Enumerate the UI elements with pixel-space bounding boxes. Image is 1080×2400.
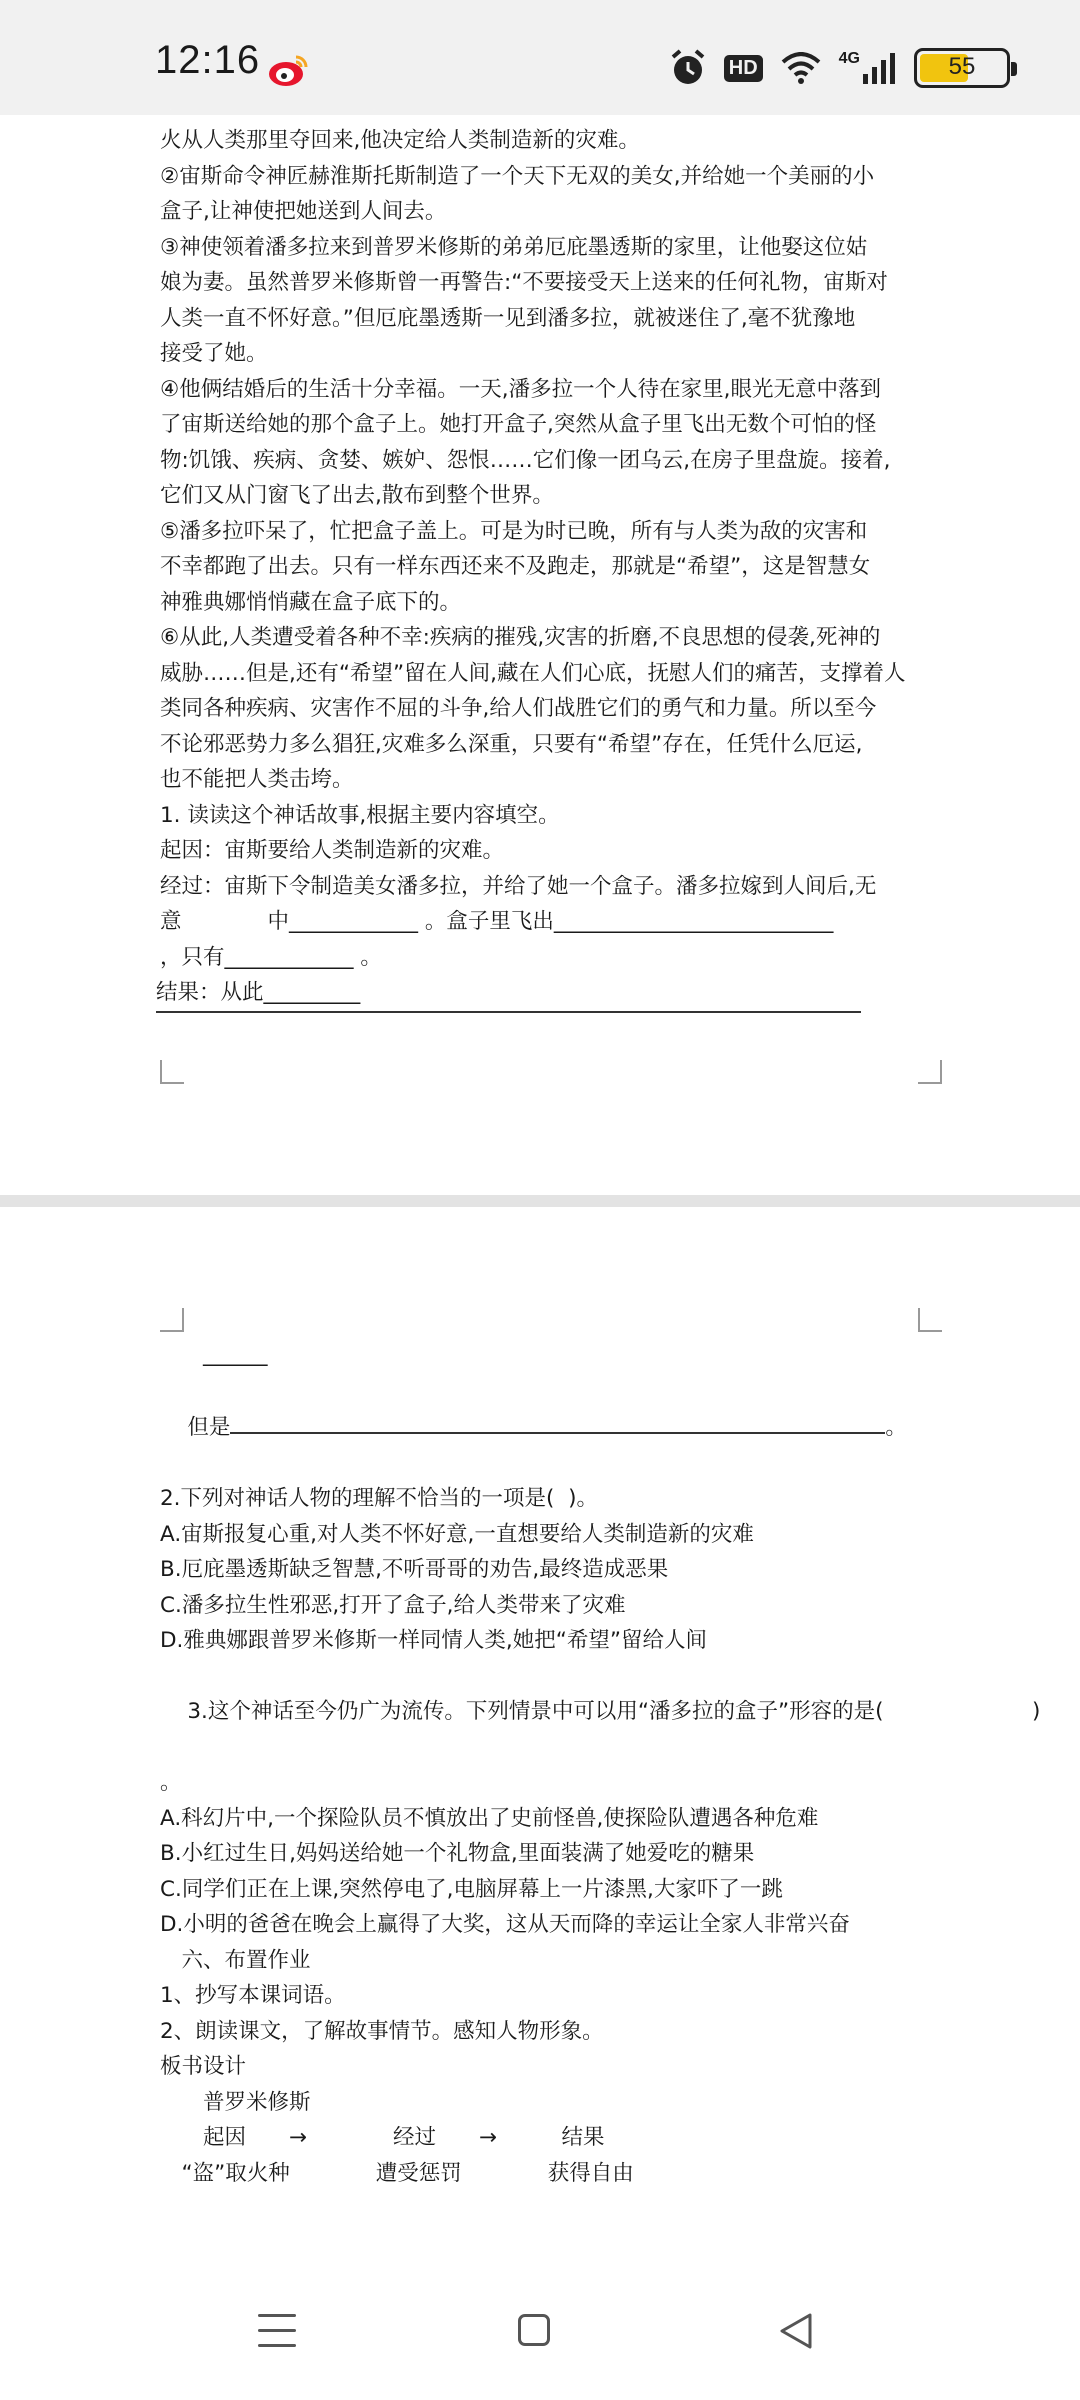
page-corner-mark (160, 1060, 184, 1084)
text-line: 了宙斯送给她的那个盒子上。她打开盒子,突然从盒子里飞出无数个可怕的怪 (160, 412, 877, 437)
section-heading: 板书设计 (160, 2054, 247, 2079)
text-line: 神雅典娜悄悄藏在盒子底下的。 (160, 589, 462, 615)
section-heading: 六、布置作业 (160, 1947, 311, 1973)
battery-level: 55 (948, 53, 976, 80)
text-line: 人类一直不怀好意。”但厄庇墨透斯一见到潘多拉，就被迷住了,毫不犹豫地 (160, 305, 856, 331)
question-3 (160, 1659, 1041, 1766)
board-title: 普罗米修斯 (160, 2089, 311, 2115)
option-c: C.同学们正在上课,突然停电了,电脑屏幕上一片漆黑,大家吓了一跳 (160, 1876, 783, 1902)
text-line: 盒子,让神使把她送到人间去。 (160, 199, 447, 224)
closing-paren: ) (1032, 1699, 1041, 1724)
text-line: ④他俩结婚后的生活十分幸福。一天,潘多拉一个人待在家里,眼光无意中落到 (160, 376, 881, 402)
option-a: A.科幻片中,一个探险队员不慎放出了史前怪兽,使探险队遭遇各种危难 (160, 1805, 819, 1831)
page-corner-mark (160, 1308, 184, 1332)
text-line: 物:饥饿、疾病、贪婪、嫉妒、怨恨……它们像一团乌云,在房子里盘旋。接着, (160, 447, 891, 473)
navigation-bar (0, 2290, 1080, 2380)
text-line: 经过：宙斯下令制造美女潘多拉，并给了她一个盒子。潘多拉嫁到人间后,无 (160, 873, 877, 899)
document-page-2 (160, 1337, 1041, 2191)
option-d: D.雅典娜跟普罗米修斯一样同情人类,她把“希望”留给人间 (160, 1628, 708, 1653)
text-line: ③神使领着潘多拉来到普罗米修斯的弟弟厄庇墨透斯的家里，让他娶这位姑 (160, 234, 868, 260)
wifi-icon (781, 52, 821, 84)
text-segment: 。 (885, 1415, 907, 1440)
text-segment: 3.这个神话至今仍广为流传。下列情景中可以用“潘多拉的盒子”形容的是( (187, 1699, 884, 1724)
fill-blank-line: 结果：从此_________ (156, 975, 861, 1013)
question-2: 2.下列对神话人物的理解不恰当的一项是( )。 (160, 1486, 598, 1511)
text-line: 不论邪恶势力多么猖狂,灾难多么深重，只要有“希望”存在，任凭什么厄运, (160, 731, 863, 757)
signal-type: 4G (838, 50, 860, 67)
text-line: ②宙斯命令神匠赫淮斯托斯制造了一个天下无双的美女,并给她一个美丽的小 (160, 163, 875, 189)
text-line: 它们又从门窗飞了出去,散布到整个世界。 (160, 483, 554, 508)
text-line: ⑤潘多拉吓呆了，忙把盒子盖上。可是为时已晚，所有与人类为敌的灾害和 (160, 518, 868, 544)
text-line: 不幸都跑了出去。只有一样东西还来不及跑走，那就是“希望”，这是智慧女 (160, 554, 871, 579)
text-line: 也不能把人类击垮。 (160, 767, 354, 792)
status-time: 12:16 (155, 38, 261, 82)
fill-blank-line: ，只有____________ 。 (160, 944, 382, 970)
blank-underline (230, 1408, 885, 1434)
page-separator (0, 1195, 1080, 1207)
text-line: 威胁……但是,还有“希望”留在人间,藏在人们心底，抚慰人们的痛苦，支撑着人 (160, 660, 906, 686)
fill-blank-line (160, 1373, 920, 1482)
text-segment: 但是 (187, 1415, 231, 1440)
fill-blank-line: 意 中____________ 。盒子里飞出__________________________ (160, 909, 834, 934)
text-line: 娘为妻。虽然普罗米修斯曾一再警告:“不要接受天上送来的任何礼物，宙斯对 (160, 270, 888, 295)
question-1: 1. 读读这个神话故事,根据主要内容填空。 (160, 802, 560, 828)
home-icon[interactable] (518, 2314, 550, 2346)
text-line: 类同各种疾病、灾害作不屈的斗争,给人们战胜它们的勇气和力量。所以至今 (160, 696, 877, 721)
alarm-icon (670, 49, 706, 87)
menu-icon[interactable] (258, 2314, 296, 2348)
page-corner-mark (918, 1308, 942, 1332)
weibo-icon (268, 54, 308, 88)
option-b: B.厄庇墨透斯缺乏智慧,不听哥哥的劝告,最终造成恶果 (160, 1557, 669, 1582)
text-line: ⑥从此,人类遭受着各种不幸:疾病的摧残,灾害的折磨,不良思想的侵袭,死神的 (160, 625, 881, 650)
option-d: D.小明的爸爸在晚会上赢得了大奖，这从天而降的幸运让全家人非常兴奋 (160, 1912, 850, 1937)
page-corner-mark (918, 1060, 942, 1084)
homework-item: 2、朗读课文，了解故事情节。感知人物形象。 (160, 2018, 604, 2044)
text-line: 。 (160, 1770, 182, 1795)
fill-blank-line: ______ (160, 1342, 268, 1367)
text-line: 接受了她。 (160, 341, 268, 366)
document-page-1 (156, 123, 920, 1013)
text-line: 火从人类那里夺回来,他决定给人类制造新的灾难。 (160, 128, 640, 153)
battery-icon (914, 48, 1010, 88)
board-flow: “盗”取火种 遭受惩罚 获得自由 (160, 2160, 634, 2186)
homework-item: 1、抄写本课词语。 (160, 1983, 346, 2008)
status-bar (0, 0, 1080, 115)
option-b: B.小红过生日,妈妈送给她一个礼物盒,里面装满了她爱吃的糖果 (160, 1841, 755, 1866)
board-flow: 起因 → 经过 → 结果 (160, 2125, 605, 2150)
signal-icon (862, 52, 896, 84)
text-line: 起因：宙斯要给人类制造新的灾难。 (160, 838, 505, 863)
back-icon[interactable] (778, 2312, 814, 2350)
option-a: A.宙斯报复心重,对人类不怀好意,一直想要给人类制造新的灾难 (160, 1521, 754, 1547)
hd-badge: HD (724, 55, 763, 82)
option-c: C.潘多拉生性邪恶,打开了盒子,给人类带来了灾难 (160, 1592, 626, 1618)
